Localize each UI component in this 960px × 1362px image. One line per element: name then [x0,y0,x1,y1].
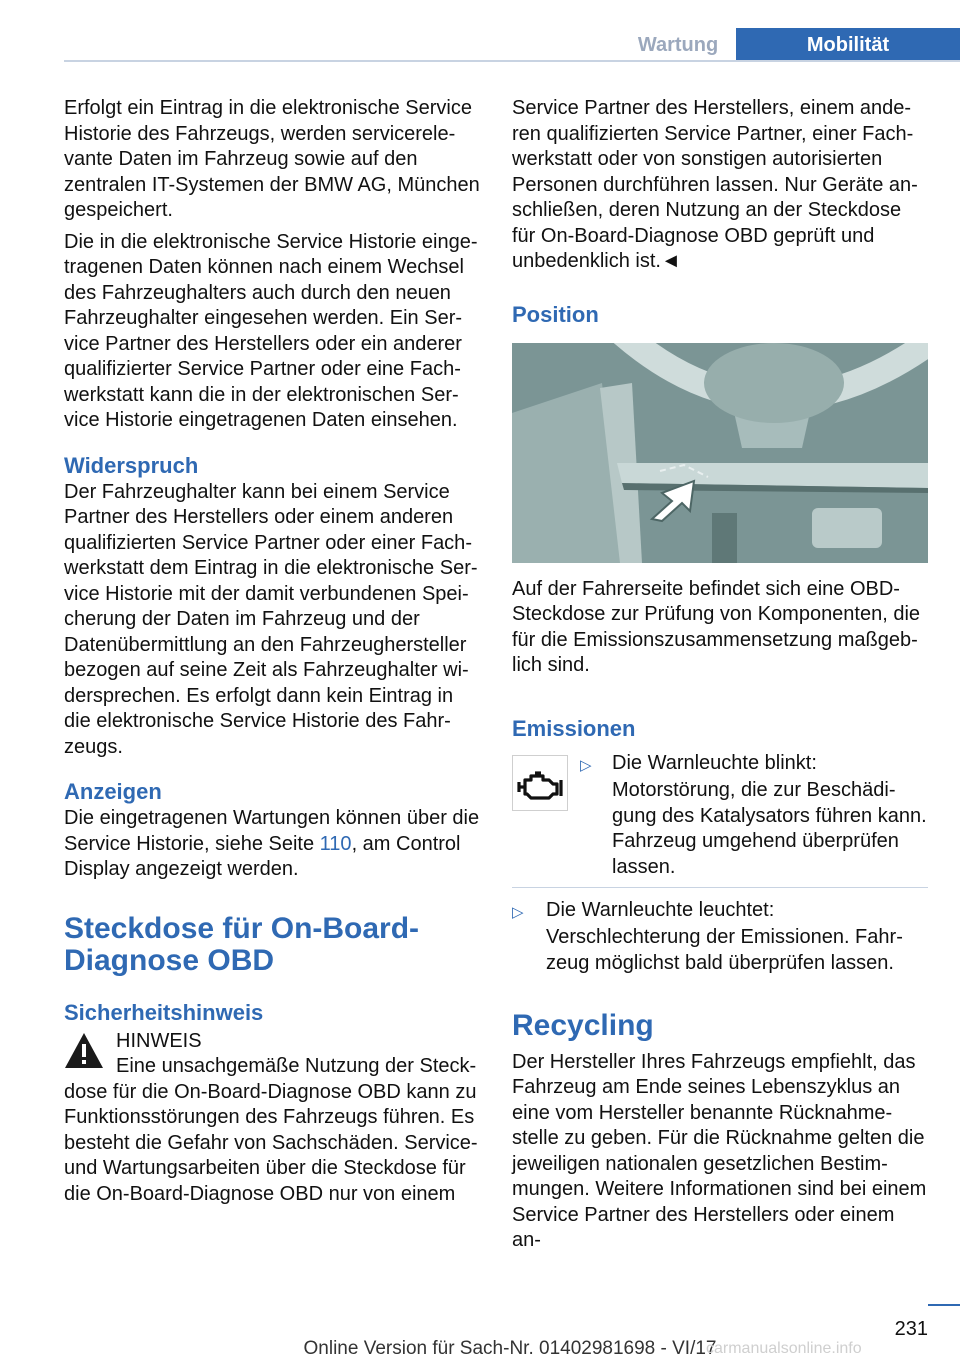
anzeigen-text-post: , am Control Display angezeigt werden. [64,832,461,880]
triangle-bullet-icon: ▷ [580,756,592,774]
item1-title: Die Warnleuchte blinkt: [612,751,817,774]
hinweis-block [64,1029,480,1208]
emissionen-item-1 [512,751,928,887]
paragraph-widerspruch: Der Fahrzeughalter kann bei einem Service Partner des Herstellers oder einem anderen qualifizierten Service Partner oder einer Fachwerkstatt dem Eintrag in die elektronische Service Historie mit der damit verbundenen Speicherung der Daten im Fahrzeug und der Datenübermittlung an den Fahrzeughersteller bezogen auf seine Zeit als Fahrzeughalter widersprechen. Es erfolgt dann kein Eintrag in die elektronische Service Historie des Fahrzeugs. [64,480,478,758]
obd-position-illustration [512,343,928,563]
watermark: carmanualsonline.info [706,1340,862,1357]
heading-sicherheitshinweis: Sicherheitshinweis [64,999,264,1025]
left-column [64,96,480,1207]
emissionen-item-2 [512,898,928,974]
paragraph-anzeigen [64,806,480,883]
tab-wartung[interactable]: Wartung [637,34,719,56]
page-number: 231 [894,1318,928,1340]
right-column [512,96,928,1254]
online-version-footer: Online Version für Sach-Nr. 01402981698 - VI/17 [303,1338,717,1359]
heading-position: Position [512,301,599,327]
heading-emissionen: Emissionen [512,715,636,741]
anzeigen-text-pre: Die eingetragenen Wartungen können über die Service Historie, siehe Seite [64,807,480,855]
paragraph-daten-einsehen: Die in die elektronische Service Historie eingetragenen Daten können nach einem Wechsel des Fahrzeughalters auch durch den neuen Fahrzeughalter eingesehen werden. Ein Service Partner des Herstellers oder ein anderer qualifizierter Service Partner oder eine Fachwerkstatt kann die in der elektronischen Service Historie eingetragenen Daten einsehen. [64,230,478,431]
tab-mobilitaet[interactable]: Mobilität [736,28,960,62]
hinweis-label: HINWEIS [116,1029,202,1052]
item2-text: Verschlechterung der Emissionen. Fahrzeug möglichst bald überprüfen lassen. [546,926,903,974]
heading-anzeigen: Anzeigen [64,779,162,804]
engine-warning-icon [512,755,568,811]
item-divider [512,887,928,888]
hinweis-text: Eine unsachgemäße Nutzung der Steckdose für die On-Board-Diagnose OBD kann zu Funktionsstörungen des Fahrzeugs führen. Es besteht die Gefahr von Sachschäden. Service- und Wartungsarbeiten über die Steckdose für die On-Board-Diagnose OBD nur von einem [64,1055,478,1205]
triangle-bullet-icon: ▷ [512,903,524,921]
heading-steckdose-obd: Steckdose für On-Board-Diagnose OBD [64,911,420,977]
warning-triangle-icon [64,1031,104,1071]
heading-widerspruch: Widerspruch [64,452,199,478]
item2-title: Die Warnleuchte leuchtet: [546,898,775,921]
page-number-rule [928,1304,960,1306]
page-link-110[interactable]: 110 [319,832,352,855]
paragraph-hinweis-fortsetzung: Service Partner des Herstellers, einem anderen qualifizierten Service Partner, einer Fachwerkstatt oder von sonstigen autorisierten Personen durchführen lassen. Nur Geräte anschließen, deren Nutzung an der Steckdose für On-Board-Diagnose OBD geprüft und unbedenklich ist.◄ [512,97,918,272]
heading-recycling: Recycling [512,1008,654,1042]
paragraph-recycling: Der Hersteller Ihres Fahrzeugs empfiehlt, das Fahrzeug am Ende seines Lebenszyklus an eine vom Hersteller benannte Rücknahmestelle zu geben. Für die Rücknahme gelten die jeweiligen nationalen gesetzlichen Bestimmungen. Weitere Informationen sind bei einem Service Partner des Herstellers oder einem an- [512,1050,927,1251]
paragraph-position: Auf der Fahrerseite befindet sich eine OBD-Steckdose zur Prüfung von Komponenten, die für die Emissionszusammensetzung maßgeblich sind. [512,577,921,676]
item1-text: Motorstörung, die zur Beschädigung des Katalysators führen kann. Fahrzeug umgehend überprüfen lassen. [612,779,927,878]
header-rule [64,60,960,62]
paragraph-service-historie: Erfolgt ein Eintrag in die elektronische Service Historie des Fahrzeugs, werden servicerelevante Daten im Fahrzeug sowie auf den zentralen IT-Systemen der BMW AG, München gespeichert. [64,97,480,221]
